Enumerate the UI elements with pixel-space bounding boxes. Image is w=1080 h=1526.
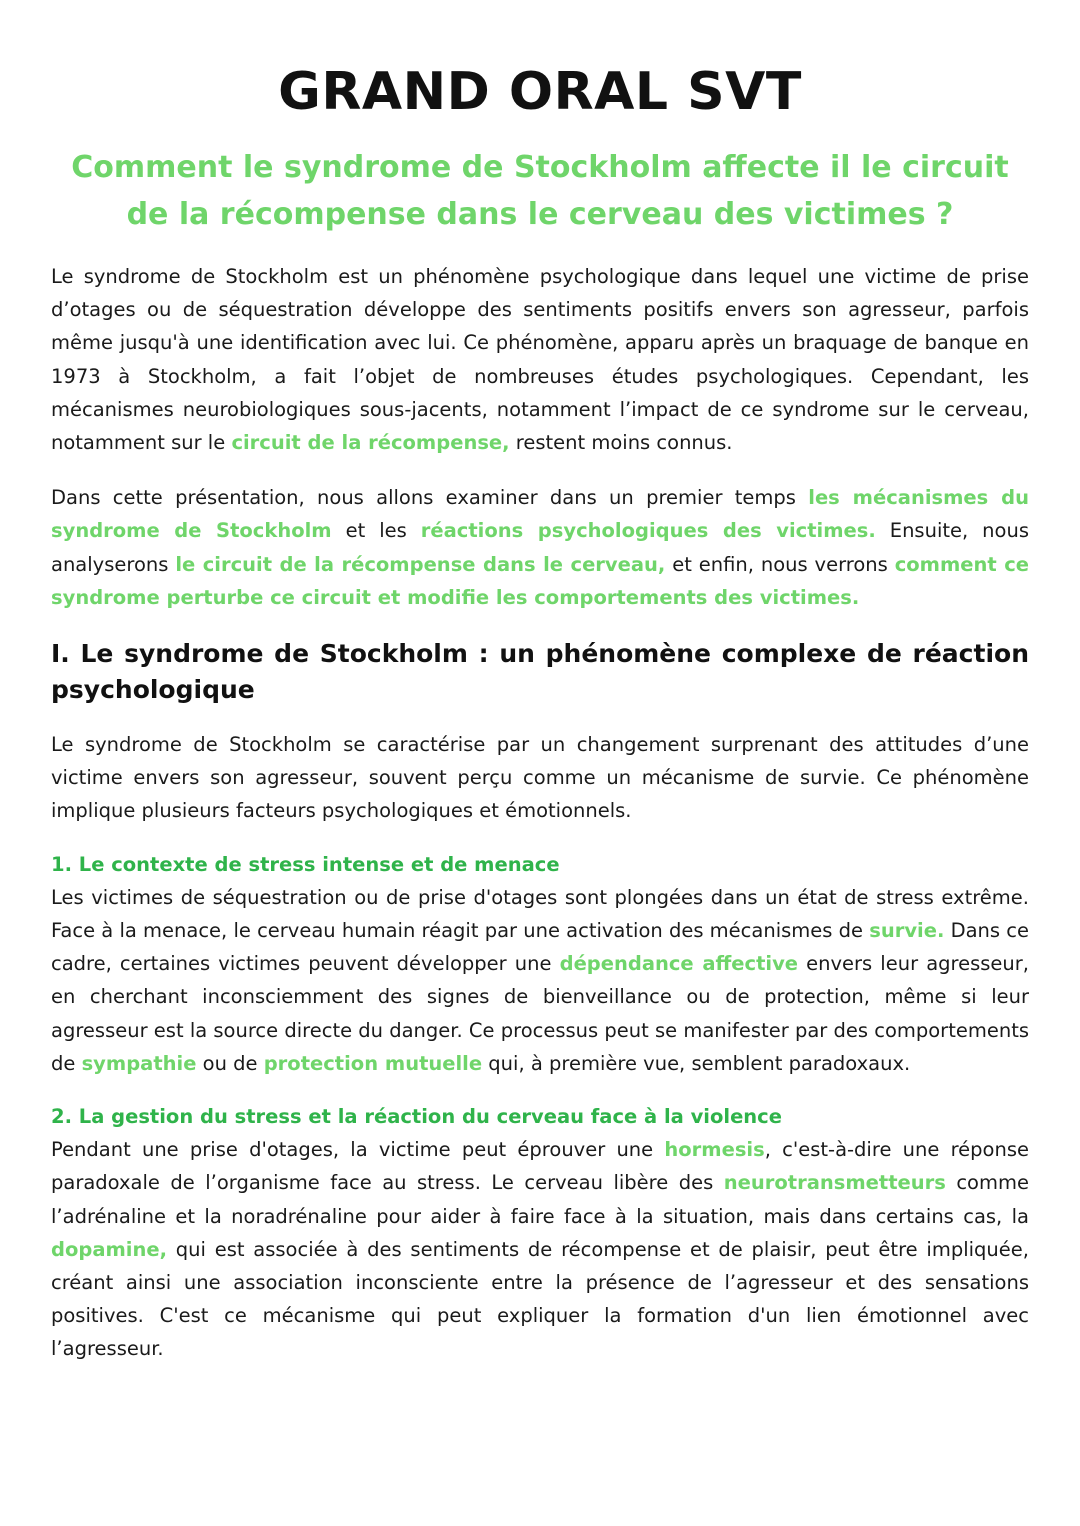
text-segment: Dans cette présentation, nous allons examiner dans un premier temps [51, 486, 809, 510]
problem-question: Comment le syndrome de Stockholm affecte il le circuit de la récompense dans le cerveau des victimes ? [71, 150, 1009, 232]
subsection-heading-1: 1. Le contexte de stress intense et de menace [51, 852, 560, 876]
subsection-heading-2: 2. La gestion du stress et la réaction du cerveau face à la violence [51, 1105, 782, 1129]
text-segment: ou de [196, 1051, 264, 1075]
highlight-term: survie. [869, 919, 945, 943]
text-segment: Le syndrome de Stockholm est un phénomène psychologique dans lequel une victime de prise d’otages ou de séquestration développe des sentiments positifs envers son agresseur, parfois même jusqu'à une identification avec lui. Ce phénomène, apparu après un braquage de banque en 1973 à Stockholm, a fait l’objet de nombreuses études psychologiques. Cependant, les mécanismes neurobiologiques sous-jacents, notamment l’impact de ce syndrome sur le cerveau, notamment sur le [51, 265, 1029, 455]
text-segment: restent moins connus. [509, 431, 733, 455]
text-segment: Pendant une prise d'otages, la victime peut éprouver une [51, 1138, 665, 1162]
text-segment: Dans ce cadre, certaines victimes peuvent développer une [51, 919, 1029, 976]
intro-paragraph-1 [51, 260, 1029, 459]
section-heading-1: I. Le syndrome de Stockholm : un phénomène complexe de réaction psychologique [51, 639, 1029, 705]
highlight-term: circuit de la récompense, [231, 431, 510, 455]
text-segment: , c'est-à-dire une réponse paradoxale de l’organisme face au stress. Le cerveau libère des [51, 1138, 1029, 1195]
text-segment: Ensuite, nous analyserons [51, 519, 1029, 576]
text-segment: qui est associée à des sentiments de récompense et de plaisir, peut être impliquée, créant ainsi une association inconsciente entre la présence de l’agresseur et des sensations positives. C'est ce mécanisme qui peut expliquer la formation d'un lien émotionnel avec l’agresseur. [51, 1237, 1029, 1361]
section-1-intro-paragraph: Le syndrome de Stockholm se caractérise par un changement surprenant des attitudes d’une victime envers son agresseur, souvent perçu comme un mécanisme de survie. Ce phénomène implique plusieurs facteurs psychologiques et émotionnels. [51, 733, 1029, 823]
text-segment: envers leur agresseur, en cherchant inconsciemment des signes de bienveillance ou de protection, même si leur agresseur est la source directe du danger. Ce processus peut se manifester par des comportements de [51, 952, 1029, 1075]
text-segment: et les [331, 519, 421, 543]
subsection-1-paragraph [51, 881, 1029, 1080]
highlight-term: dopamine, [51, 1237, 167, 1261]
highlight-term: neurotransmetteurs [723, 1171, 946, 1195]
text-segment: Les victimes de séquestration ou de prise d'otages sont plongées dans un état de stress extrême. Face à la menace, le cerveau humain réagit par une activation des mécanismes de [51, 885, 1029, 943]
highlight-term: protection mutuelle [263, 1051, 483, 1075]
text-segment: comme l’adrénaline et la noradrénaline pour aider à faire face à la situation, mais dans certains cas, la [51, 1171, 1029, 1228]
intro-paragraph-2 [51, 481, 1029, 614]
text-segment: qui, à première vue, semblent paradoxaux. [482, 1051, 911, 1075]
highlight-term: comment ce syndrome perturbe ce circuit et modifie les comportements des victimes. [51, 552, 1029, 609]
page-title: GRAND ORAL SVT [278, 62, 802, 122]
highlight-term: le circuit de la récompense dans le cerveau, [175, 552, 666, 576]
highlight-term: les mécanismes du syndrome de Stockholm [51, 486, 1029, 543]
highlight-term: dépendance affective [559, 952, 799, 976]
highlight-term: hormesis [664, 1138, 765, 1162]
text-segment: et enfin, nous verrons [665, 552, 895, 576]
highlight-term: sympathie [81, 1051, 197, 1075]
subsection-2-paragraph [51, 1133, 1029, 1365]
highlight-term: réactions psychologiques des victimes. [420, 519, 876, 543]
